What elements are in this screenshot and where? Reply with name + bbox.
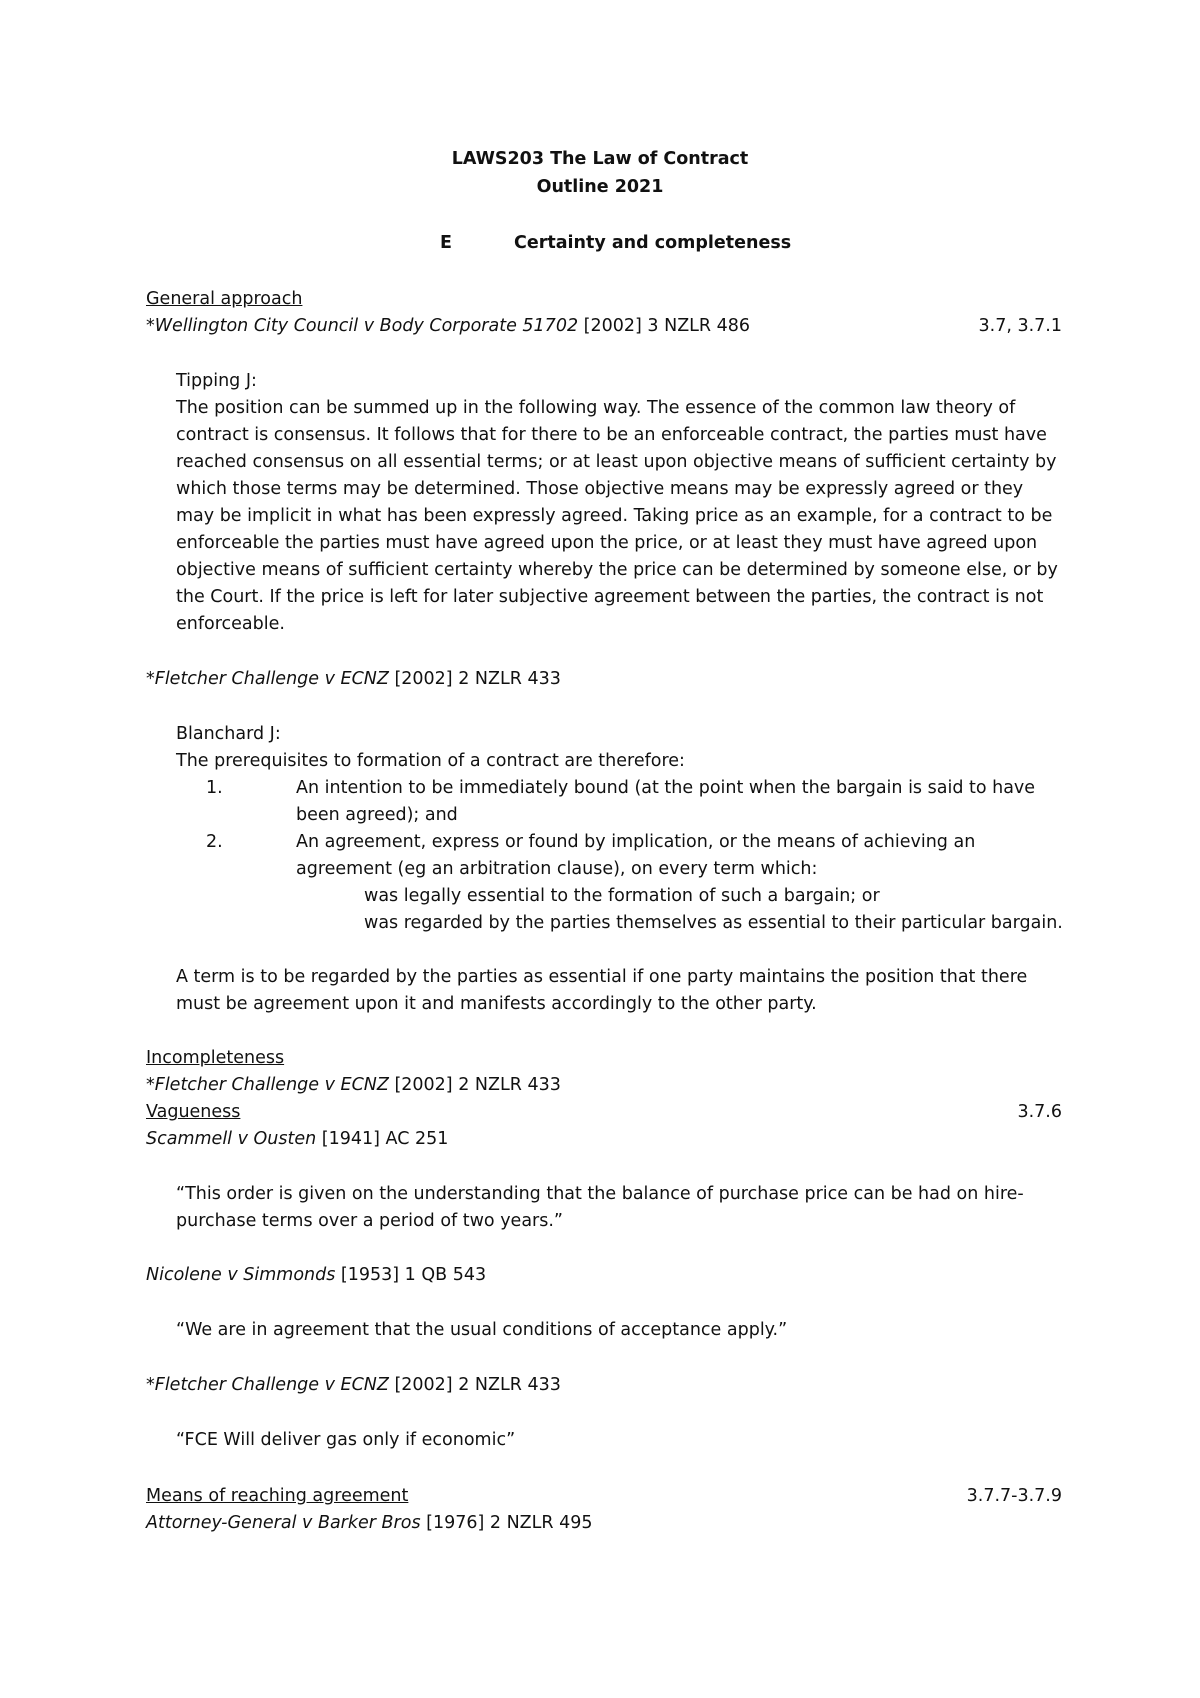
contract-quote: “This order is given on the understanding that the balance of purchase price can be had on hire-purchase terms over a period of two years.” xyxy=(176,1184,1024,1231)
case-citation: Attorney-General v Barker Bros [1976] 2 NZLR 495 xyxy=(146,1513,593,1533)
closing-paragraph: A term is to be regarded by the parties as essential if one party maintains the position that there must be agreement upon it and manifests accordingly to the other party. xyxy=(176,967,1028,1014)
case-citation: *Fletcher Challenge v ECNZ [2002] 2 NZLR 433 xyxy=(146,1375,561,1395)
sub-list-item: was legally essential to the formation of such a bargain; or xyxy=(364,886,880,906)
heading-means-of-reaching-agreement: Means of reaching agreement xyxy=(146,1486,409,1506)
case-citation: Nicolene v Simmonds [1953] 1 QB 543 xyxy=(146,1265,487,1285)
document-subtitle: Outline 2021 xyxy=(536,177,664,197)
case-name: Attorney-General v Barker Bros xyxy=(146,1513,421,1533)
heading-general-approach: General approach xyxy=(146,289,303,309)
heading-incompleteness: Incompleteness xyxy=(146,1048,285,1068)
contract-quote: “FCE Will deliver gas only if economic” xyxy=(176,1430,516,1450)
heading-vagueness: Vagueness xyxy=(146,1102,241,1122)
judge-name: Tipping J: xyxy=(176,371,257,391)
case-name: Scammell v Ousten xyxy=(146,1129,317,1149)
case-name: Fletcher Challenge v ECNZ xyxy=(154,669,389,689)
case-name: Nicolene v Simmonds xyxy=(146,1265,336,1285)
text-reference: 3.7.6 xyxy=(1017,1102,1062,1122)
case-name: Fletcher Challenge v ECNZ xyxy=(154,1075,389,1095)
judge-name: Blanchard J: xyxy=(176,724,281,744)
case-name: Wellington City Council v Body Corporate 51702 xyxy=(154,316,579,336)
list-item: An agreement, express or found by implication, or the means of achieving an agreement (eg an arbitration clause), on every term which: xyxy=(296,832,976,879)
case-citation: *Fletcher Challenge v ECNZ [2002] 2 NZLR 433 xyxy=(146,669,561,689)
sub-list-item: was regarded by the parties themselves as essential to their particular bargain. xyxy=(364,913,1063,933)
text-reference: 3.7, 3.7.1 xyxy=(978,316,1062,336)
case-citation: *Fletcher Challenge v ECNZ [2002] 2 NZLR 433 xyxy=(146,1075,561,1095)
judgment-quote: The position can be summed up in the following way. The essence of the common law theory of contract is consensus. It follows that for there to be an enforceable contract, the parties must have reached consensus on all essential terms; or at least upon objective means of sufficient certainty by which those terms may be determined. Those objective means may be expressly agreed or they may be implicit in what has been expressly agreed. Taking price as an example, for a contract to be enforceable the parties must have agreed upon the price, or at least they must have agreed upon objective means of sufficient certainty whereby the price can be determined by someone else, or by the Court. If the price is left for later subjective agreement between the parties, the contract is not enforceable. xyxy=(176,398,1058,634)
document-title: LAWS203 The Law of Contract xyxy=(451,149,749,169)
text-reference: 3.7.7-3.7.9 xyxy=(966,1486,1062,1506)
list-intro: The prerequisites to formation of a contract are therefore: xyxy=(176,751,685,771)
contract-quote: “We are in agreement that the usual conditions of acceptance apply.” xyxy=(176,1320,788,1340)
case-name: Fletcher Challenge v ECNZ xyxy=(154,1375,389,1395)
list-item: An intention to be immediately bound (at the point when the bargain is said to have been agreed); and xyxy=(296,778,1036,825)
list-number: 1. xyxy=(206,778,223,798)
list-number: 2. xyxy=(206,832,223,852)
case-citation: *Wellington City Council v Body Corporate 51702 [2002] 3 NZLR 486 xyxy=(146,316,751,336)
case-citation: Scammell v Ousten [1941] AC 251 xyxy=(146,1129,449,1149)
section-letter: E xyxy=(440,233,452,253)
section-title: Certainty and completeness xyxy=(514,233,792,253)
